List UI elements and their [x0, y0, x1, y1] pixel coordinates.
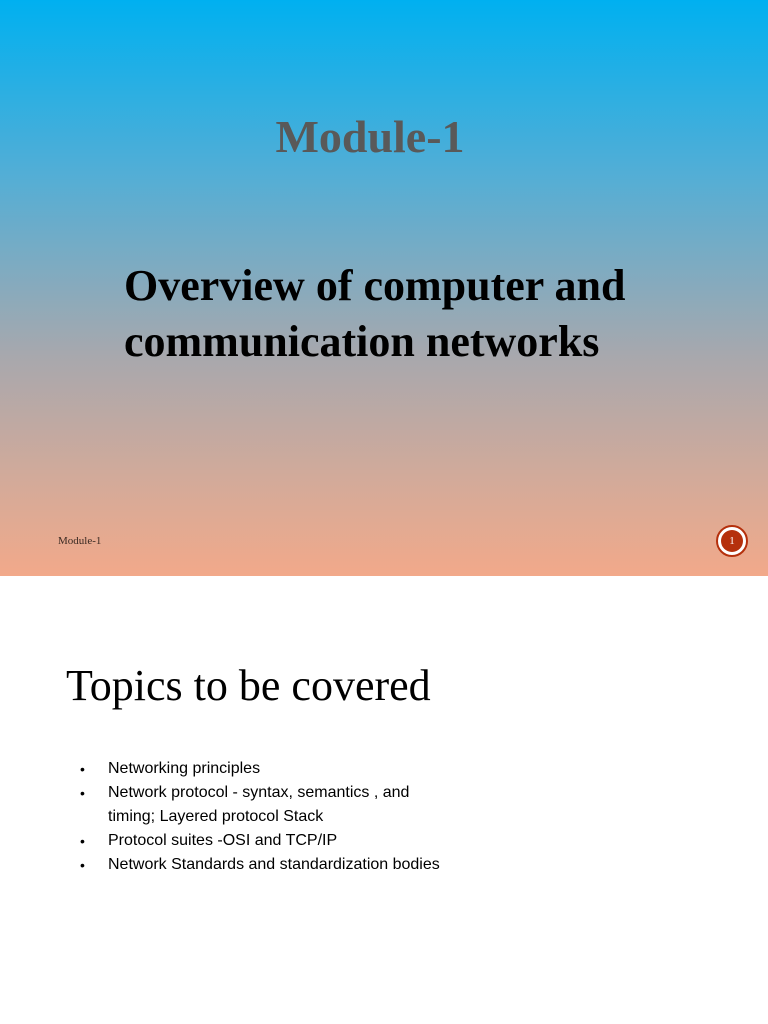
list-item: [80, 757, 460, 781]
footer-label: Module-1: [58, 535, 102, 547]
list-item: [80, 781, 460, 829]
bullet-icon: •: [80, 785, 85, 801]
page-number: 1: [721, 530, 743, 552]
module-heading: Module-1: [275, 111, 465, 162]
list-item-text: Networking principles: [108, 760, 261, 777]
main-title-line-1: Overview of computer and: [124, 261, 626, 310]
bullet-icon: •: [80, 857, 85, 873]
main-title-line-2: communication networks: [124, 317, 600, 366]
bullet-icon: •: [80, 761, 85, 777]
list-item-text: Protocol suites -OSI and TCP/IP: [108, 832, 338, 849]
topics-list: [80, 757, 460, 877]
bullet-icon: •: [80, 833, 85, 849]
slide-main-title: [124, 258, 744, 370]
list-item: [80, 853, 460, 877]
slide-topics: [0, 576, 768, 1024]
list-item: [80, 829, 460, 853]
list-item-text: Network protocol - syntax, semantics , and timing; Layered protocol Stack: [108, 784, 410, 825]
list-item-text: Network Standards and standardization bodies: [108, 856, 440, 873]
topics-title: Topics to be covered: [66, 661, 431, 710]
page-number-badge: [716, 525, 748, 557]
